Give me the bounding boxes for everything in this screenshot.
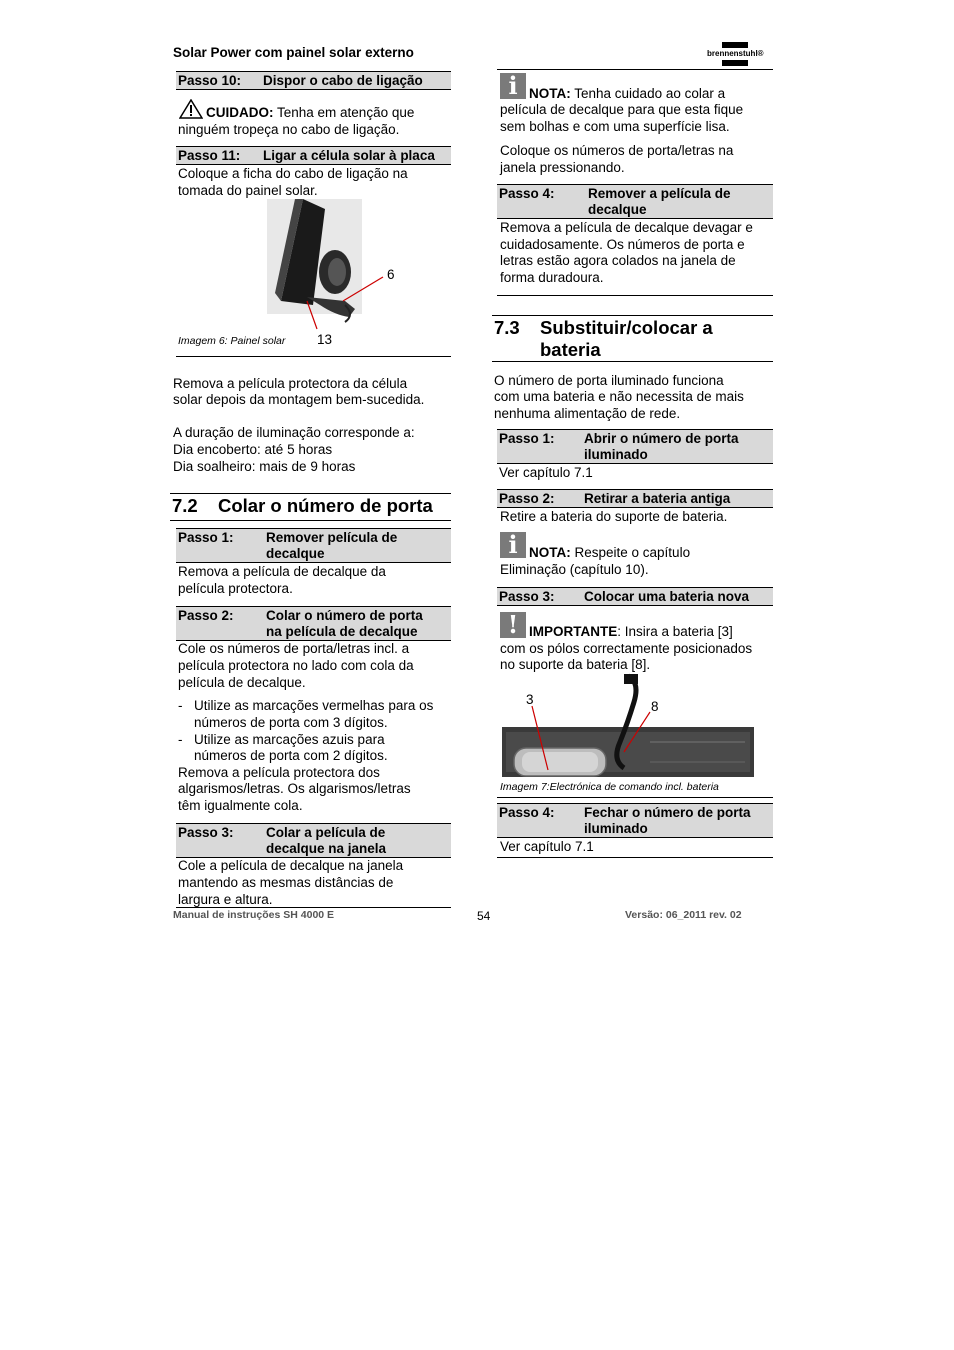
- divider: [497, 295, 773, 296]
- duration-line-3: Dia soalheiro: mais de 9 horas: [173, 459, 356, 474]
- step-11-body-2: tomada do painel solar.: [178, 183, 318, 198]
- s73-step-3-header: [497, 587, 773, 606]
- step-number: Passo 2:: [178, 608, 234, 623]
- bullet-2-line-2: números de porta com 2 dígitos.: [194, 748, 388, 763]
- after-text-1: Remova a película protectora dos: [178, 765, 380, 780]
- step-title: Dispor o cabo de ligação: [263, 73, 423, 88]
- figure-7-caption: Imagem 7:Electrónica de comando incl. bateria: [500, 781, 719, 793]
- step-title: Colocar uma bateria nova: [584, 589, 750, 604]
- s73-step-2-header: [497, 489, 773, 508]
- step-title-line-2: na película de decalque: [266, 624, 418, 639]
- step-4-body-4: forma duradoura.: [500, 270, 604, 285]
- important-label: IMPORTANTE: [529, 624, 618, 639]
- s72-step-2-body-2: película protectora no lado com cola da: [178, 658, 414, 673]
- step-4-body-1: Remova a película de decalque devagar e: [500, 220, 753, 235]
- step-11-header: [176, 146, 451, 165]
- section-divider: [170, 520, 451, 521]
- brand-name: brennenstuhl®: [707, 49, 764, 58]
- step-number: Passo 3:: [178, 825, 234, 840]
- note-1-line-2: película de decalque para que esta fique: [500, 102, 744, 117]
- step-title-line-1: Fechar o número de porta: [584, 805, 751, 820]
- step-title-line-2: iluminado: [584, 821, 648, 836]
- divider: [497, 69, 773, 70]
- s73-step-1-header: [497, 429, 773, 464]
- s72-step-1-body-1: Remova a película de decalque da: [178, 564, 386, 579]
- step-number: Passo 10:: [178, 73, 242, 88]
- figure-7-label-3: 3: [526, 692, 534, 707]
- s72-step-3-body-2: mantendo as mesmas distâncias de: [178, 875, 394, 890]
- footer-version: Versão: 06_2011 rev. 02: [625, 909, 742, 921]
- place-text-1: Coloque os números de porta/letras na: [500, 143, 734, 158]
- note-label: NOTA:: [529, 86, 571, 101]
- s72-step-2-header: [176, 606, 451, 641]
- s72-step-3-body-1: Cole a película de decalque na janela: [178, 858, 404, 873]
- divider: [176, 356, 451, 357]
- place-text-2: janela pressionando.: [500, 160, 625, 175]
- bullet-1-line-1: Utilize as marcações vermelhas para os: [194, 698, 434, 713]
- important-text: : Insira a bateria [3]: [617, 624, 733, 639]
- figure-6-caption: Imagem 6: Painel solar: [178, 335, 286, 347]
- divider: [497, 797, 773, 798]
- s73-step-4-header: [497, 803, 773, 838]
- step-title-line-2: decalque: [588, 202, 647, 217]
- exclamation-icon: !: [500, 612, 526, 638]
- s72-step-1-body-2: película protectora.: [178, 581, 293, 596]
- step-number: Passo 1:: [178, 530, 234, 545]
- bullet-dash: -: [178, 732, 183, 747]
- section-divider: [492, 315, 773, 316]
- control-electronics-image: [500, 672, 756, 780]
- divider: [497, 857, 773, 858]
- s72-step-2-body-1: Cole os números de porta/letras incl. a: [178, 641, 410, 656]
- caution-line-2: ninguém tropeça no cabo de ligação.: [178, 122, 400, 137]
- s73-step-1-body: Ver capítulo 7.1: [499, 465, 593, 480]
- divider: [176, 907, 451, 908]
- duration-line-2: Dia encoberto: até 5 horas: [173, 442, 333, 457]
- caution-label: CUIDADO:: [206, 105, 274, 120]
- warning-triangle-icon: [179, 99, 203, 119]
- step-number: Passo 4:: [499, 805, 555, 820]
- section-number: 7.3: [494, 317, 520, 338]
- section-title-line-1: Substituir/colocar a: [540, 317, 713, 338]
- bullet-1-line-2: números de porta com 3 dígitos.: [194, 715, 388, 730]
- step-10-header: [176, 71, 451, 90]
- s73-intro-1: O número de porta iluminado funciona: [494, 373, 724, 388]
- section-number: 7.2: [172, 495, 198, 516]
- note-label: NOTA:: [529, 545, 571, 560]
- bullet-2-line-1: Utilize as marcações azuis para: [194, 732, 385, 747]
- bullet-dash: -: [178, 698, 183, 713]
- note-2-line-2: Eliminação (capítulo 10).: [500, 562, 649, 577]
- s72-step-1-header: [176, 528, 451, 563]
- step-number: Passo 4:: [499, 186, 555, 201]
- after-text-2: algarismos/letras. Os algarismos/letras: [178, 781, 411, 796]
- step-4-body-2: cuidadosamente. Os números de porta e: [500, 237, 745, 252]
- step-11-body-1: Coloque a ficha do cabo de ligação na: [178, 166, 408, 181]
- note-2-line-1: [529, 544, 690, 561]
- caution-text: Tenha em atenção que: [273, 105, 415, 120]
- s73-step-2-body: Retire a bateria do suporte de bateria.: [500, 509, 728, 524]
- step-4-body-3: letras estão agora colados na janela de: [500, 253, 736, 268]
- figure-7-label-8: 8: [651, 699, 659, 714]
- step-title: Ligar a célula solar à placa: [263, 148, 435, 163]
- important-line-3: no suporte da bateria [8].: [500, 657, 651, 672]
- step-title-line-1: Colar a película de: [266, 825, 386, 840]
- step-title-line-2: iluminado: [584, 447, 648, 462]
- step-number: Passo 2:: [499, 491, 555, 506]
- step-number: Passo 11:: [178, 148, 241, 163]
- footer-manual-title: Manual de instruções SH 4000 E: [173, 909, 335, 921]
- section-title: Colar o número de porta: [218, 495, 433, 516]
- s73-intro-2: com uma bateria e não necessita de mais: [494, 389, 744, 404]
- caution-line-1: [206, 104, 414, 121]
- figure-6-label-6: 6: [387, 267, 395, 282]
- step-title-line-1: Colar o número de porta: [266, 608, 423, 623]
- step-number: Passo 1:: [499, 431, 555, 446]
- after-text-3: têm igualmente cola.: [178, 798, 303, 813]
- step-title-line-2: decalque: [266, 546, 325, 561]
- page-number: 54: [477, 909, 491, 923]
- page-header-title: Solar Power com painel solar externo: [173, 45, 414, 60]
- duration-line-1: A duração de iluminação corresponde a:: [173, 425, 415, 440]
- remove-text-2: solar depois da montagem bem-sucedida.: [173, 392, 425, 407]
- step-title-line-2: decalque na janela: [266, 841, 387, 856]
- step-title-line-1: Abrir o número de porta: [584, 431, 739, 446]
- note-text: Respeite o capítulo: [570, 545, 691, 560]
- step-title: Retirar a bateria antiga: [584, 491, 731, 506]
- important-line-1: [529, 623, 733, 640]
- s73-step-4-body: Ver capítulo 7.1: [500, 839, 594, 854]
- note-text: Tenha cuidado ao colar a: [570, 86, 726, 101]
- s72-step-2-body-3: película de decalque.: [178, 675, 306, 690]
- s72-step-3-header: [176, 823, 451, 858]
- step-title-line-1: Remover película de: [266, 530, 398, 545]
- info-icon: i: [500, 532, 526, 558]
- section-title-line-2: bateria: [540, 339, 601, 360]
- remove-text-1: Remova a película protectora da célula: [173, 376, 408, 391]
- note-1-line-1: [529, 85, 725, 102]
- section-7-3-heading: [494, 317, 774, 361]
- section-divider: [170, 493, 451, 494]
- important-line-2: com os pólos correctamente posicionados: [500, 641, 753, 656]
- step-title-line-1: Remover a película de: [588, 186, 731, 201]
- note-1-line-3: sem bolhas e com uma superfície lisa.: [500, 119, 730, 134]
- section-7-2-heading: [172, 495, 452, 519]
- s72-step-3-body-3: largura e altura.: [178, 892, 273, 907]
- brand-logo: [707, 42, 772, 68]
- step-number: Passo 3:: [499, 589, 555, 604]
- info-icon: i: [500, 73, 526, 99]
- section-divider: [492, 361, 773, 362]
- s73-intro-3: nenhuma alimentação de rede.: [494, 406, 681, 421]
- figure-6-label-13: 13: [317, 332, 333, 347]
- step-4-header: [497, 184, 773, 219]
- solar-panel-image: [265, 197, 405, 332]
